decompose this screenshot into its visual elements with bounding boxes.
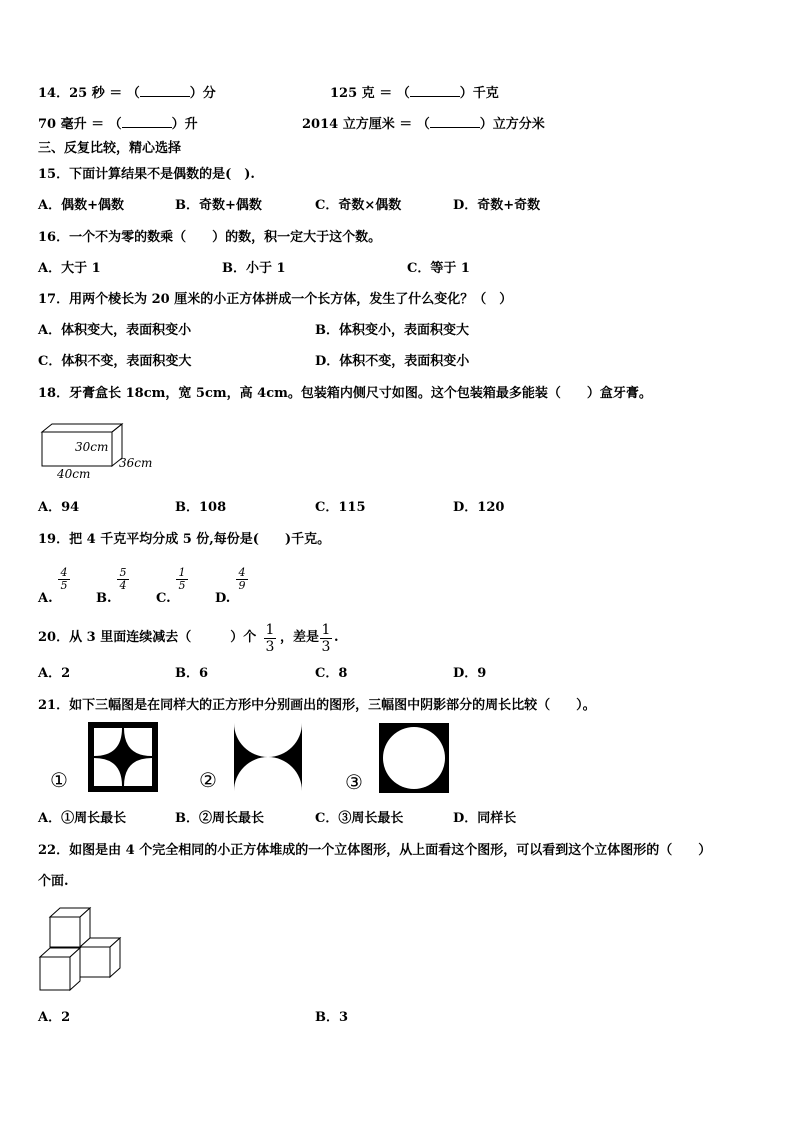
q20-fraction-1: $\frac{1}{3}$ (265, 622, 275, 655)
q21-option-c[interactable]: C．③周长最长 (315, 811, 404, 826)
figure-2-arcs (234, 723, 302, 791)
q20-option-c[interactable]: C．8 (315, 666, 348, 681)
figure-3-label: ③ (345, 770, 363, 794)
section-heading: 三、反复比较，精心选择 (38, 141, 182, 156)
box-height-label: 36cm (119, 456, 153, 470)
q14-a-prefix: 14．25 秒 ＝ （ (38, 86, 140, 101)
figure-1-star (88, 722, 158, 792)
q21-option-d[interactable]: D．同样长 (453, 811, 517, 826)
q14-line1-right (330, 84, 499, 102)
q14-d-suffix: ）立方分米 (479, 117, 545, 132)
q18-option-b[interactable]: B．108 (175, 500, 227, 515)
q15-option-d[interactable]: D．奇数+奇数 (453, 198, 541, 213)
q21-option-b[interactable]: B．②周长最长 (175, 811, 264, 826)
q16-option-c[interactable]: C．等于 1 (407, 261, 470, 276)
q19-fraction-c: $\frac{1}{5}$ (176, 567, 188, 592)
q19-fraction-a: $\frac{4}{5}$ (58, 567, 70, 592)
cube-stack-figure (38, 905, 128, 995)
q14-d-prefix: 2014 立方厘米 ＝ （ (302, 117, 430, 132)
q19-fraction-b: $\frac{5}{4}$ (117, 567, 129, 592)
q22-option-b[interactable]: B．3 (315, 1010, 349, 1025)
q19-fraction-d: $\frac{4}{9}$ (236, 567, 248, 592)
q20-option-a[interactable]: A．2 (38, 666, 71, 681)
q22-stem-continued: 个面. (38, 874, 69, 889)
q16-option-a[interactable]: A．大于 1 (38, 261, 101, 276)
q19-stem: 19．把 4 千克平均分成 5 份,每份是( )千克。 (38, 532, 331, 547)
q20-option-d[interactable]: D．9 (453, 666, 487, 681)
q20-stem-middle: ，差是 (280, 630, 320, 645)
q15-option-b[interactable]: B．奇数+偶数 (175, 198, 262, 213)
q18-option-c[interactable]: C．115 (315, 500, 366, 515)
answer-blank[interactable] (122, 115, 172, 128)
q20-fraction-2: $\frac{1}{3}$ (321, 622, 331, 655)
q17-option-b[interactable]: B．体积变小，表面积变大 (315, 323, 469, 338)
q16-option-b[interactable]: B．小于 1 (222, 261, 286, 276)
q18-option-a[interactable]: A．94 (38, 500, 80, 515)
q14-c-suffix: ）升 (171, 117, 198, 132)
q17-option-c[interactable]: C．体积不变，表面积变大 (38, 354, 192, 369)
q15-option-c[interactable]: C．奇数×偶数 (315, 198, 402, 213)
box-length-label: 40cm (57, 467, 91, 481)
q22-stem: 22．如图是由 4 个完全相同的小正方体堆成的一个立体图形，从上面看这个图形，可以看到这个立体图形的（ ） (38, 843, 712, 858)
q14-line2-left (38, 115, 198, 133)
figure-3-circle (379, 723, 449, 793)
q19-option-a[interactable]: A. (38, 591, 53, 606)
q17-option-a[interactable]: A．体积变大，表面积变小 (38, 323, 192, 338)
q20-option-b[interactable]: B．6 (175, 666, 209, 681)
q14-b-suffix: ）千克 (459, 86, 499, 101)
q14-b-prefix: 125 克 ＝ （ (330, 86, 410, 101)
q18-option-d[interactable]: D．120 (453, 500, 505, 515)
q15-option-a[interactable]: A．偶数+偶数 (38, 198, 124, 213)
q14-line2-right (302, 115, 545, 133)
answer-blank[interactable] (410, 84, 460, 97)
q21-option-a[interactable]: A．①周长最长 (38, 811, 127, 826)
q14-a-suffix: ）分 (189, 86, 216, 101)
q19-option-b[interactable]: B. (96, 591, 112, 606)
q22-option-a[interactable]: A．2 (38, 1010, 71, 1025)
q19-option-d[interactable]: D. (215, 591, 231, 606)
q17-stem: 17．用两个棱长为 20 厘米的小正方体拼成一个长方体，发生了什么变化？（ ） (38, 292, 513, 307)
q14-line1-left (38, 84, 216, 102)
q18-stem: 18．牙膏盒长 18cm，宽 5cm，高 4cm。包装箱内侧尺寸如图。这个包装箱最多能装（ ）盒牙膏。 (38, 386, 652, 401)
q19-option-c[interactable]: C. (156, 591, 171, 606)
answer-blank[interactable] (430, 115, 480, 128)
q16-stem: 16．一个不为零的数乘（ ）的数，积一定大于这个数。 (38, 230, 382, 245)
q14-c-prefix: 70 毫升 ＝ （ (38, 117, 122, 132)
q17-option-d[interactable]: D．体积不变，表面积变小 (315, 354, 470, 369)
q20-stem-prefix: 20．从 3 里面连续减去（ ）个 (38, 630, 257, 645)
q20-stem-end: . (334, 630, 339, 645)
q15-stem: 15．下面计算结果不是偶数的是( ). (38, 167, 255, 182)
figure-2-label: ② (199, 768, 217, 792)
answer-blank[interactable] (140, 84, 190, 97)
box-width-label: 30cm (75, 440, 109, 454)
q21-stem: 21．如下三幅图是在同样大的正方形中分别画出的图形，三幅图中阴影部分的周长比较（ ）。 (38, 698, 596, 713)
figure-1-label: ① (50, 768, 68, 792)
